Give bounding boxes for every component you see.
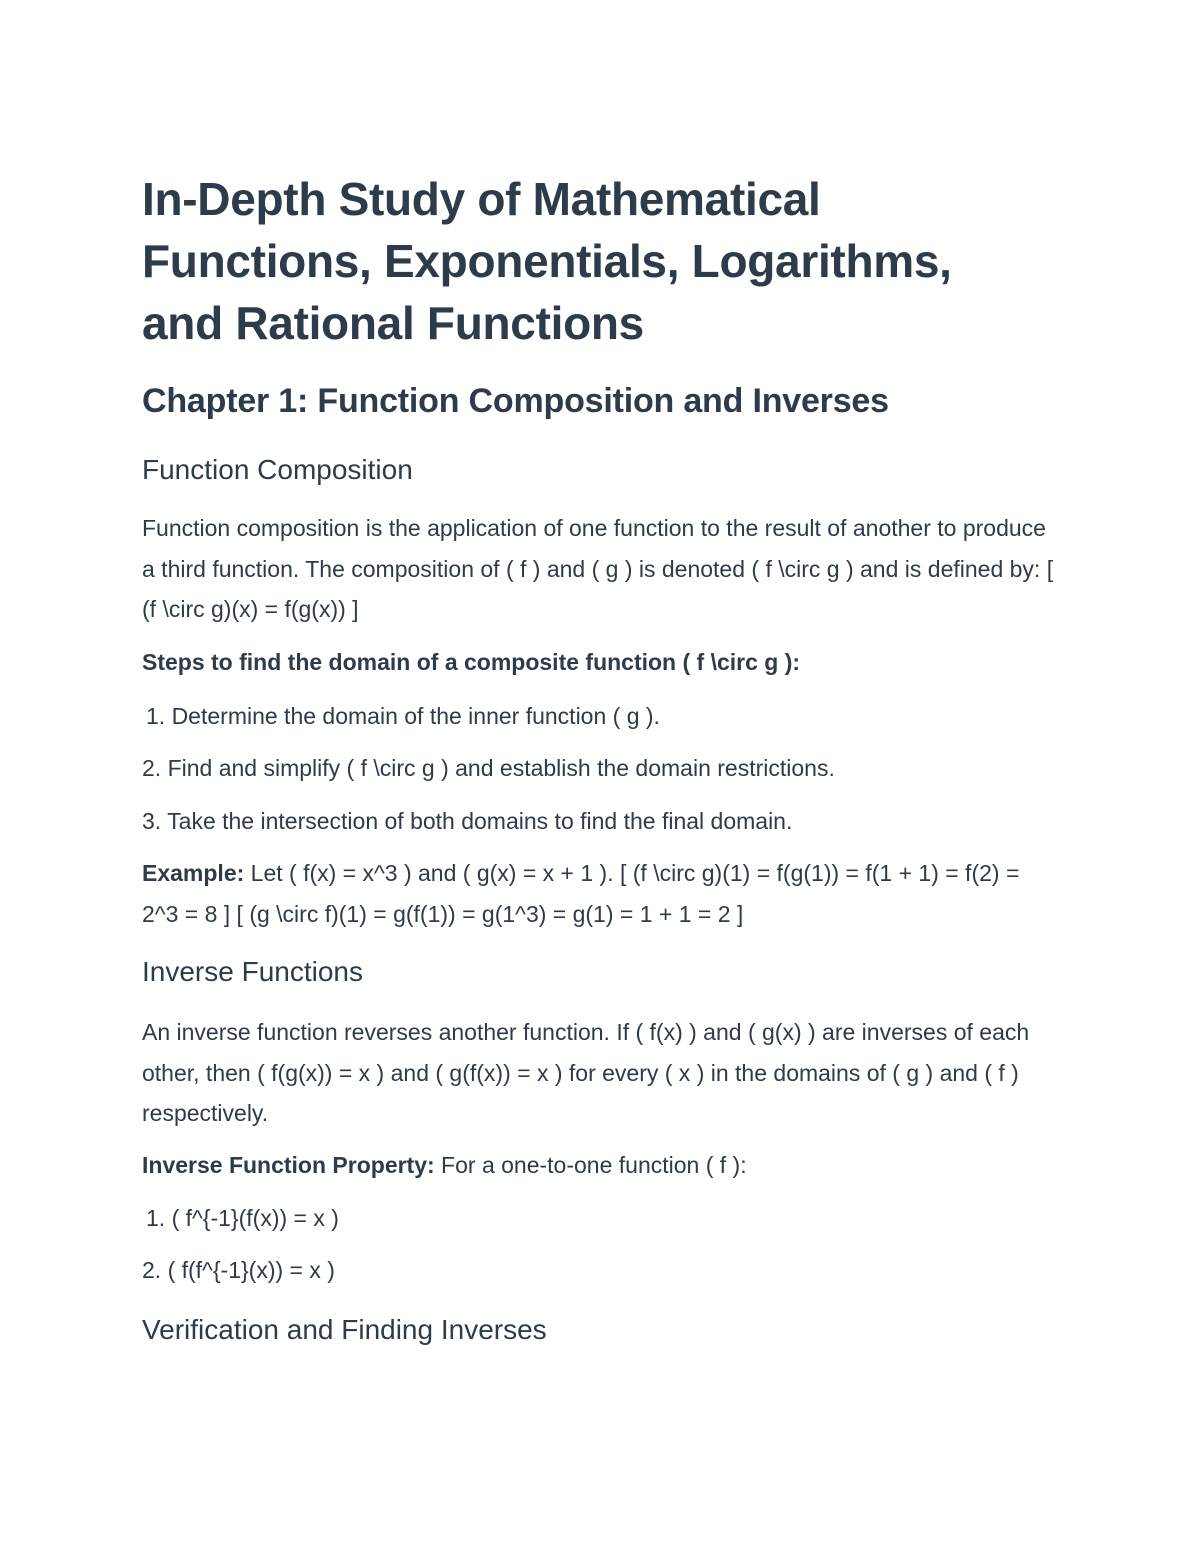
domain-steps-heading: Steps to find the domain of a composite function ( f \circ g ): bbox=[142, 649, 801, 675]
document-title: In-Depth Study of Mathematical Functions, Exponentials, Logarithms, and Rational Functions bbox=[142, 173, 952, 349]
example-text: Let ( f(x) = x^3 ) and ( g(x) = x + 1 ). [ (f \circ g)(1) = f(g(1)) = f(1 + 1) = f(2) = 2^3 = 8 ] [ (g \circ f)(1) = g(f(1)) = g(1^3) = g(1) = 1 + 1 = 2 ] bbox=[142, 860, 1020, 927]
section-heading-verification: Verification and Finding Inverses bbox=[142, 1314, 547, 1345]
inverse-property-line bbox=[142, 1149, 747, 1181]
domain-step-3: 3. Take the intersection of both domains to find the final domain. bbox=[142, 808, 793, 834]
inverse-intro-paragraph: An inverse function reverses another function. If ( f(x) ) and ( g(x) ) are inverses of each other, then ( f(g(x)) = x ) and ( g(f(x)) = x ) for every ( x ) in the domains of ( g ) and ( f ) respectively. bbox=[142, 1019, 1030, 1126]
example-label: Example: bbox=[142, 860, 245, 886]
section-heading-inverse-functions: Inverse Functions bbox=[142, 956, 363, 987]
inverse-property-1: 1. ( f^{-1}(f(x)) = x ) bbox=[146, 1205, 339, 1231]
inverse-property-label: Inverse Function Property: bbox=[142, 1152, 435, 1178]
domain-step-2: 2. Find and simplify ( f \circ g ) and establish the domain restrictions. bbox=[142, 755, 835, 781]
inverse-property-2: 2. ( f(f^{-1}(x)) = x ) bbox=[142, 1257, 335, 1283]
domain-step-1: 1. Determine the domain of the inner function ( g ). bbox=[146, 703, 660, 729]
composition-example-paragraph bbox=[142, 853, 1062, 934]
composition-intro-paragraph: Function composition is the application of one function to the result of another to produce a third function. The composition of ( f ) and ( g ) is denoted ( f \circ g ) and is defined by: [ (f \circ g)(x) = f(g(x)) ] bbox=[142, 515, 1054, 622]
section-heading-function-composition: Function Composition bbox=[142, 454, 413, 485]
chapter-heading: Chapter 1: Function Composition and Inverses bbox=[142, 382, 889, 420]
inverse-property-text: For a one-to-one function ( f ): bbox=[434, 1152, 747, 1178]
